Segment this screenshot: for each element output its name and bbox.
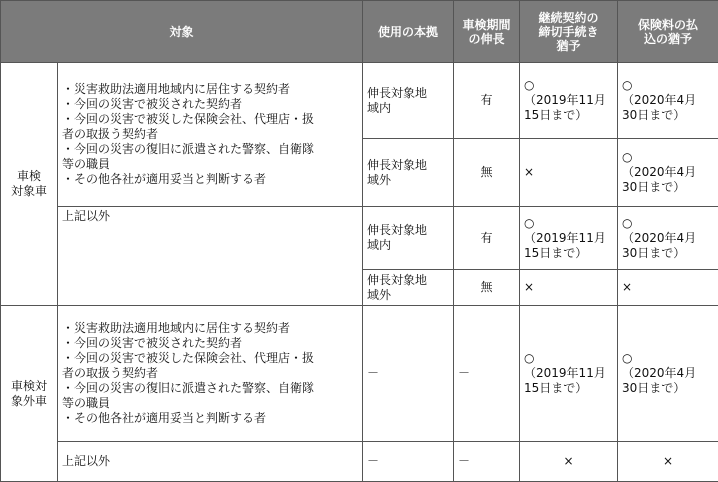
area-inside-cell: 伸長対象地 域内 — [363, 63, 454, 139]
table-row — [1, 63, 718, 139]
extension-dash: － — [454, 306, 520, 442]
area-inside-cell: 伸長対象地 域内 — [363, 207, 454, 270]
area-outside-cell: 伸長対象地 域外 — [363, 139, 454, 207]
extension-yes: 有 — [454, 63, 520, 139]
extension-dash: － — [454, 442, 520, 482]
base-dash: － — [363, 306, 454, 442]
category-inspected: 車検 対象車 — [1, 63, 58, 306]
renewal-cell: ○ （2019年11月 15日まで） — [520, 306, 618, 442]
payment-cell: × — [618, 442, 718, 482]
header-base: 使用の本拠 — [363, 1, 454, 63]
table-row — [1, 306, 718, 442]
renewal-cell: × — [520, 139, 618, 207]
header-renewal: 継続契約の 締切手続き 猶予 — [520, 1, 618, 63]
other-label: 上記以外 — [58, 207, 363, 306]
header-target: 対象 — [1, 1, 363, 63]
header-row — [1, 1, 718, 63]
extension-no: 無 — [454, 139, 520, 207]
payment-cell: ○ （2020年4月 30日まで） — [618, 63, 718, 139]
other-label: 上記以外 — [58, 442, 363, 482]
payment-cell: ○ （2020年4月 30日まで） — [618, 207, 718, 270]
payment-cell: ○ （2020年4月 30日まで） — [618, 139, 718, 207]
area-outside-cell: 伸長対象地 域外 — [363, 270, 454, 306]
payment-cell: ○ （2020年4月 30日まで） — [618, 306, 718, 442]
renewal-cell: × — [520, 270, 618, 306]
renewal-cell: ○ （2019年11月 15日まで） — [520, 207, 618, 270]
base-dash: － — [363, 442, 454, 482]
extension-no: 無 — [454, 270, 520, 306]
criteria-list: ・災害救助法適用地域内に居住する契約者 ・今回の災害で被災された契約者 ・今回の災害で被災した保険会社、代理店・扱 者の取扱う契約者 ・今回の災害の復旧に派遣された警察、自衛隊 等の職員 ・その他各社が適用妥当と判断する者 — [58, 306, 363, 442]
extension-yes: 有 — [454, 207, 520, 270]
criteria-list: ・災害救助法適用地域内に居住する契約者 ・今回の災害で被災された契約者 ・今回の災害で被災した保険会社、代理店・扱 者の取扱う契約者 ・今回の災害の復旧に派遣された警察、自衛隊 等の職員 ・その他各社が適用妥当と判断する者 — [58, 63, 363, 207]
table-row — [1, 442, 718, 482]
renewal-cell: ○ （2019年11月 15日まで） — [520, 63, 618, 139]
payment-cell: × — [618, 270, 718, 306]
header-payment: 保険料の払 込の猶予 — [618, 1, 718, 63]
table-row — [1, 207, 718, 270]
header-extension: 車検期間 の伸長 — [454, 1, 520, 63]
category-not-inspected: 車検対 象外車 — [1, 306, 58, 482]
renewal-cell: × — [520, 442, 618, 482]
